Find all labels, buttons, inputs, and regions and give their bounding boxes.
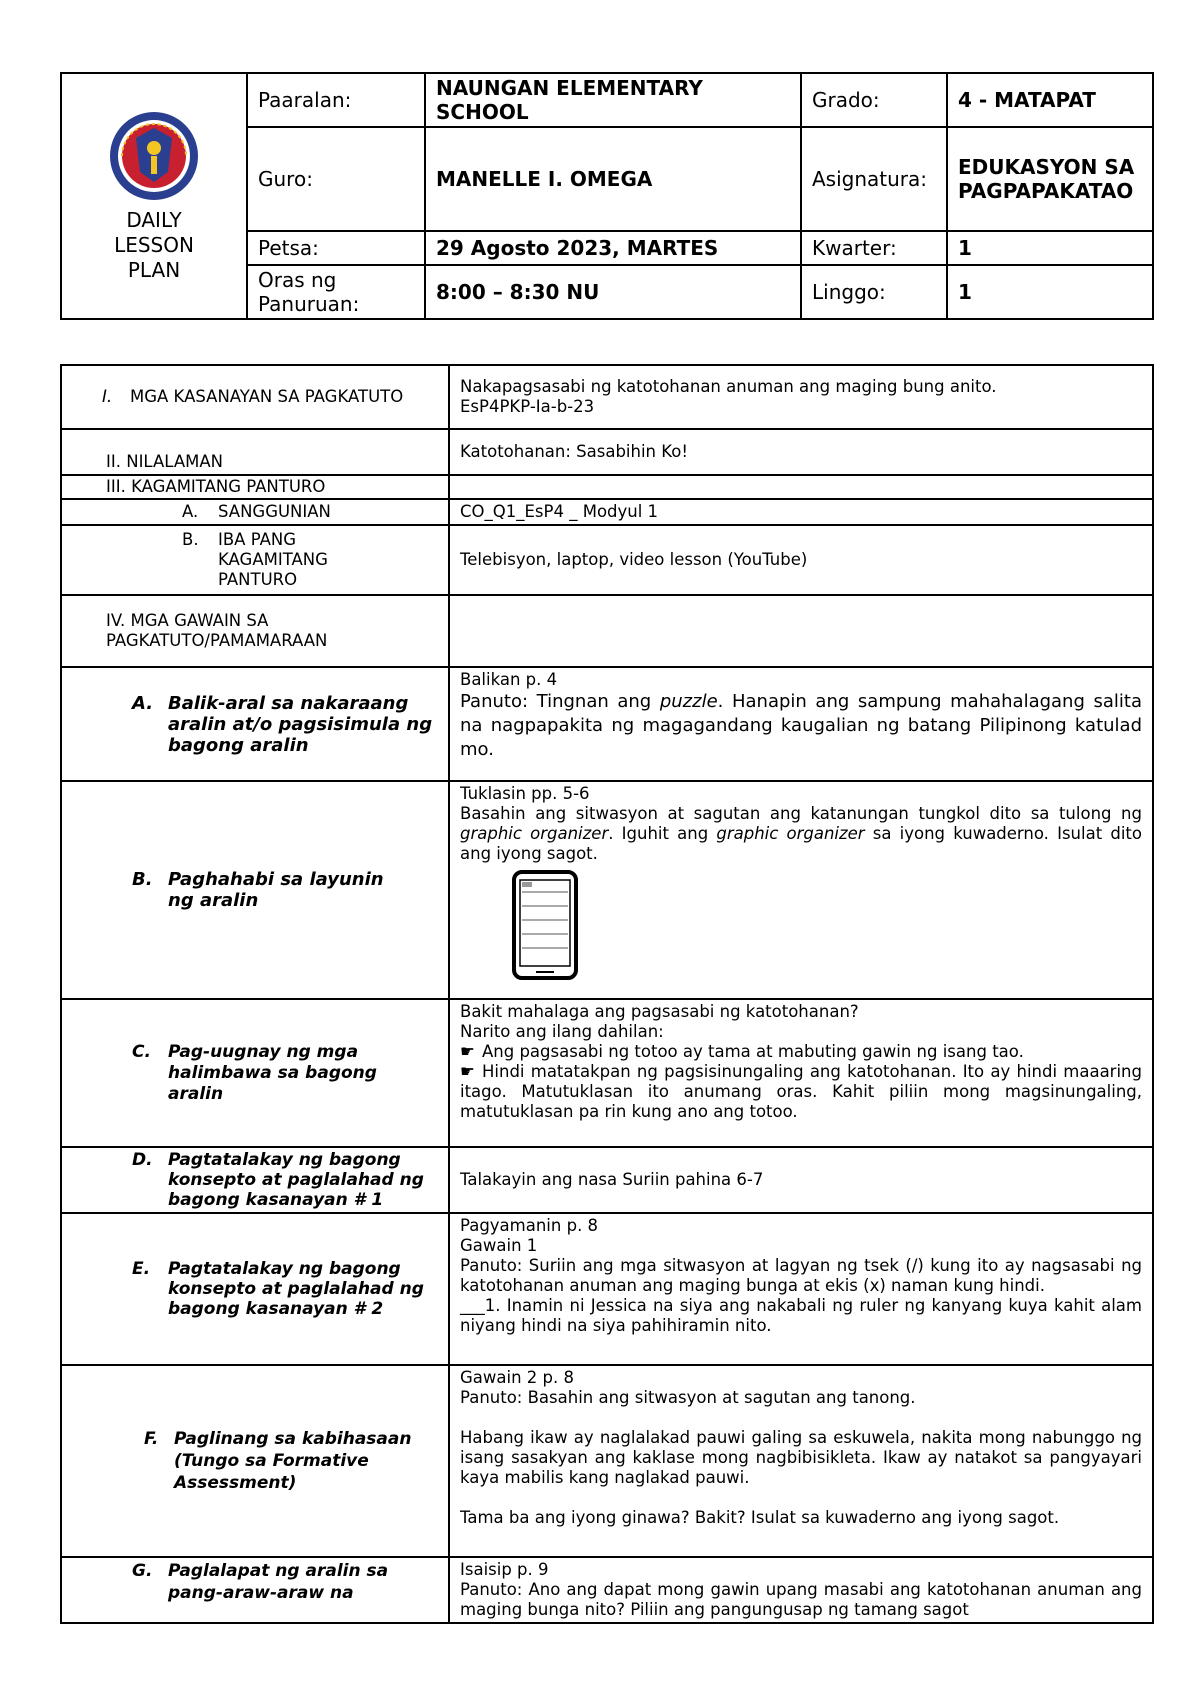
activity-a-content: Balikan p. 4 Panuto: Tingnan ang puzzle. Hanapin ang sampung mahahalagang salita na nagpapakita ng magagandang kaugalian ng batang Pilipinong katulad mo. [449,667,1153,781]
school-value: NAUNGAN ELEMENTARY SCHOOL [425,73,801,127]
table-row [61,1557,1153,1623]
table-row [61,429,1153,475]
table-row [61,999,1153,1147]
phone-graphic-organizer-icon [512,870,578,980]
table-row [61,475,1153,499]
week-label: Linggo: [801,265,947,319]
subject-label: Asignatura: [801,127,947,231]
week-value: 1 [947,265,1153,319]
subject-value: EDUKASYON SA PAGPAPAKATAO [947,127,1153,231]
lesson-plan-table [60,364,1154,1624]
table-row [61,365,1153,429]
teacher-value: MANELLE I. OMEGA [425,127,801,231]
time-label: Oras ng Panuruan: [247,265,425,319]
materials-empty [449,475,1153,499]
content-label: II. NILALAMAN [61,429,449,475]
other-materials-label: B. IBA PANG KAGAMITANG PANTURO [61,525,449,595]
grade-label: Grado: [801,73,947,127]
activity-f-label: F. Paglinang sa kabihasaan (Tungo sa Formative Assessment) [61,1365,449,1557]
activity-c-label: C. Pag-uugnay ng mga halimbawa sa bagong aralin [61,999,449,1147]
activity-c-content: Bakit mahalaga ang pagsasabi ng katotohanan? Narito ang ilang dahilan: ☛ Ang pagsasabi ng totoo ay tama at mabuting gawin ng isang tao. ☛ Hindi matatakpan ng pagsisinungaling ang katotohanan. Ito ay hindi maaaring itago. Matutuklasan ito anumang oras. Kahit piliin mong magsinungaling, matutuklasan pa rin kung ano ang totoo. [449,999,1153,1147]
table-row [61,1147,1153,1213]
activities-empty [449,595,1153,667]
activity-g-label: G. Paglalapat ng aralin sa pang-araw-araw na [61,1557,449,1623]
activity-d-content: Talakayin ang nasa Suriin pahina 6-7 [449,1147,1153,1213]
quarter-label: Kwarter: [801,231,947,265]
table-row [61,667,1153,781]
time-value: 8:00 – 8:30 NU [425,265,801,319]
pointing-hand-icon: ☛ [460,1042,475,1061]
table-row [61,595,1153,667]
teacher-label: Guro: [247,127,425,231]
activity-d-label: D. Pagtatalakay ng bagong konsepto at paglalahad ng bagong kasanayan # 1 [61,1147,449,1213]
date-value: 29 Agosto 2023, MARTES [425,231,801,265]
objectives-content: Nakapagsasabi ng katotohanan anuman ang maging bung anito. EsP4PKP-Ia-b-23 [449,365,1153,429]
grade-value: 4 - MATAPAT [947,73,1153,127]
reference-value: CO_Q1_EsP4 _ Modyul 1 [449,499,1153,525]
header-table [60,72,1154,320]
content-value: Katotohanan: Sasabihin Ko! [449,429,1153,475]
table-row [61,499,1153,525]
quarter-value: 1 [947,231,1153,265]
activities-label: IV. MGA GAWAIN SA PAGKATUTO/PAMAMARAAN [61,595,449,667]
doc-title: DAILY LESSON PLAN [114,207,194,282]
table-row [61,1213,1153,1365]
table-row [61,781,1153,999]
activity-e-label: E. Pagtatalakay ng bagong konsepto at paglalahad ng bagong kasanayan # 2 [61,1213,449,1365]
date-label: Petsa: [247,231,425,265]
activity-b-content: Tuklasin pp. 5-6 Basahin ang sitwasyon at sagutan ang katanungan tungkol dito sa tulong ng graphic organizer. Iguhit ang graphic organizer sa iyong kuwaderno. Isulat dito ang iyong sagot. [449,781,1153,999]
activity-a-label: A. Balik-aral sa nakaraang aralin at/o pagsisimula ng bagong aralin [61,667,449,781]
logo-cell [61,73,247,319]
reference-label: A. SANGGUNIAN [61,499,449,525]
materials-label: III. KAGAMITANG PANTURO [61,475,449,499]
table-row [61,525,1153,595]
activity-g-content: Isaisip p. 9 Panuto: Ano ang dapat mong gawin upang masabi ang katotohanan anuman ang maging bunga nito? Piliin ang pangungusap ng tamang sagot [449,1557,1153,1623]
school-label: Paaralan: [247,73,425,127]
pointing-hand-icon: ☛ [460,1062,475,1081]
activity-f-content: Gawain 2 p. 8 Panuto: Basahin ang sitwasyon at sagutan ang tanong. Habang ikaw ay naglalakad pauwi galing sa eskuwela, nakita mong nabunggo ng isang sasakyan ang kaklase mong nagbibisikleta. Ikaw ay natakot sa pangyayari kaya mabilis kang naglakad pauwi. Tama ba ang iyong ginawa? Bakit? Isulat sa kuwaderno ang iyong sagot. [449,1365,1153,1557]
table-row [61,1365,1153,1557]
activity-e-content: Pagyamanin p. 8 Gawain 1 Panuto: Suriin ang mga sitwasyon at lagyan ng tsek (/) kung ito ay nagsasabi ng katotohanan anuman ang maging bunga at ekis (x) naman kung hindi. ___1. Inamin ni Jessica na siya ang nakabali ng ruler ng kanyang kuya kahit alam niyang hindi na siya pahihiramin nito. [449,1213,1153,1365]
other-materials-value: Telebisyon, laptop, video lesson (YouTube) [449,525,1153,595]
deped-seal-icon [108,110,200,202]
activity-b-label: B. Paghahabi sa layunin ng aralin [61,781,449,999]
objectives-label: I. MGA KASANAYAN SA PAGKATUTO [61,365,449,429]
